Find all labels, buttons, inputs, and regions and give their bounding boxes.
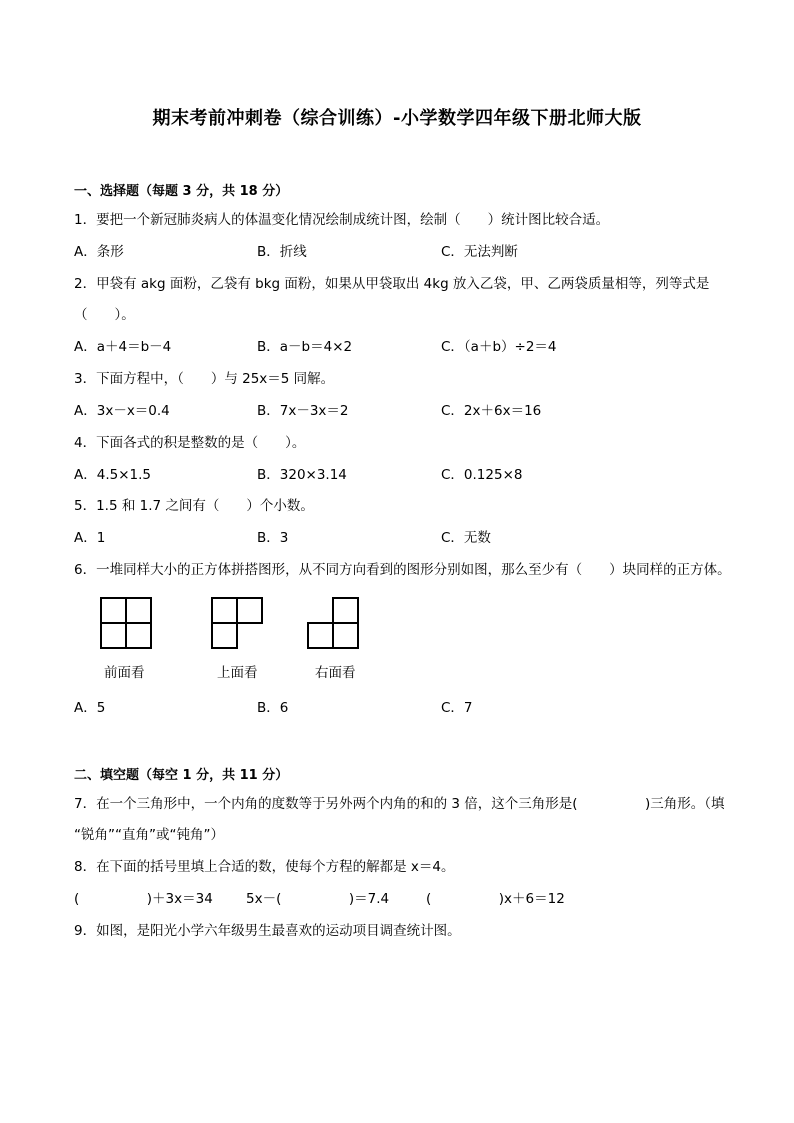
q8-equation-1: ( )＋3x＝34 — [74, 891, 213, 907]
q4-option-a: A．4.5×1.5 — [74, 467, 151, 483]
q2-option-c: C．（a＋b）÷2＝4 — [441, 339, 557, 355]
question-3: 3．下面方程中，（ ）与 25x＝5 同解。 — [74, 371, 335, 387]
q4-option-b: B．320×3.14 — [257, 467, 347, 483]
page-title: 期末考前冲刺卷（综合训练）-小学数学四年级下册北师大版 — [152, 108, 642, 129]
question-8: 8．在下面的括号里填上合适的数，使每个方程的解都是 x＝4。 — [74, 859, 455, 875]
question-1: 1．要把一个新冠肺炎病人的体温变化情况绘制成统计图，绘制（ ）统计图比较合适。 — [74, 212, 610, 228]
front-view-figure — [100, 597, 152, 649]
top-view-caption: 上面看 — [217, 665, 258, 681]
right-view-figure — [307, 597, 359, 649]
q5-option-c: C．无数 — [441, 530, 491, 546]
question-4: 4．下面各式的积是整数的是（ ）。 — [74, 435, 306, 451]
q6-option-a: A．5 — [74, 700, 106, 716]
question-2-blank: （ ）。 — [74, 307, 135, 323]
q3-option-b: B．7x－3x＝2 — [257, 403, 349, 419]
q8-equation-2: 5x－( )＝7.4 — [246, 891, 390, 907]
question-7-line2: “锐角”“直角”或“钝角”） — [74, 827, 224, 843]
section-heading-fill: 二、填空题（每空 1 分，共 11 分） — [74, 768, 289, 783]
q3-option-c: C．2x＋6x＝16 — [441, 403, 542, 419]
right-view-caption: 右面看 — [315, 665, 356, 681]
q3-option-a: A．3x－x＝0.4 — [74, 403, 170, 419]
q2-option-a: A．a＋4＝b－4 — [74, 339, 172, 355]
q1-option-a: A．条形 — [74, 244, 124, 260]
q2-option-b: B．a－b＝4×2 — [257, 339, 353, 355]
q4-option-c: C．0.125×8 — [441, 467, 523, 483]
q5-option-b: B．3 — [257, 530, 289, 546]
question-5: 5．1.5 和 1.7 之间有（ ）个小数。 — [74, 498, 314, 514]
question-7: 7．在一个三角形中，一个内角的度数等于另外两个内角的和的 3 倍，这个三角形是( )三角形。（填 — [74, 796, 725, 812]
q5-option-a: A．1 — [74, 530, 106, 546]
q1-option-b: B．折线 — [257, 244, 307, 260]
q1-option-c: C．无法判断 — [441, 244, 518, 260]
question-6: 6．一堆同样大小的正方体拼搭图形，从不同方向看到的图形分别如图，那么至少有（ ）块同样的正方体。 — [74, 562, 731, 578]
q6-option-b: B．6 — [257, 700, 289, 716]
front-view-caption: 前面看 — [104, 665, 145, 681]
q6-option-c: C．7 — [441, 700, 473, 716]
section-heading-choice: 一、选择题（每题 3 分，共 18 分） — [74, 184, 289, 199]
q8-equation-3: ( )x＋6＝12 — [426, 891, 565, 907]
question-9: 9．如图，是阳光小学六年级男生最喜欢的运动项目调查统计图。 — [74, 923, 461, 939]
top-view-figure — [211, 597, 263, 649]
question-2: 2．甲袋有 akg 面粉，乙袋有 bkg 面粉，如果从甲袋取出 4kg 放入乙袋，甲、乙两袋质量相等，列等式是 — [74, 276, 710, 292]
